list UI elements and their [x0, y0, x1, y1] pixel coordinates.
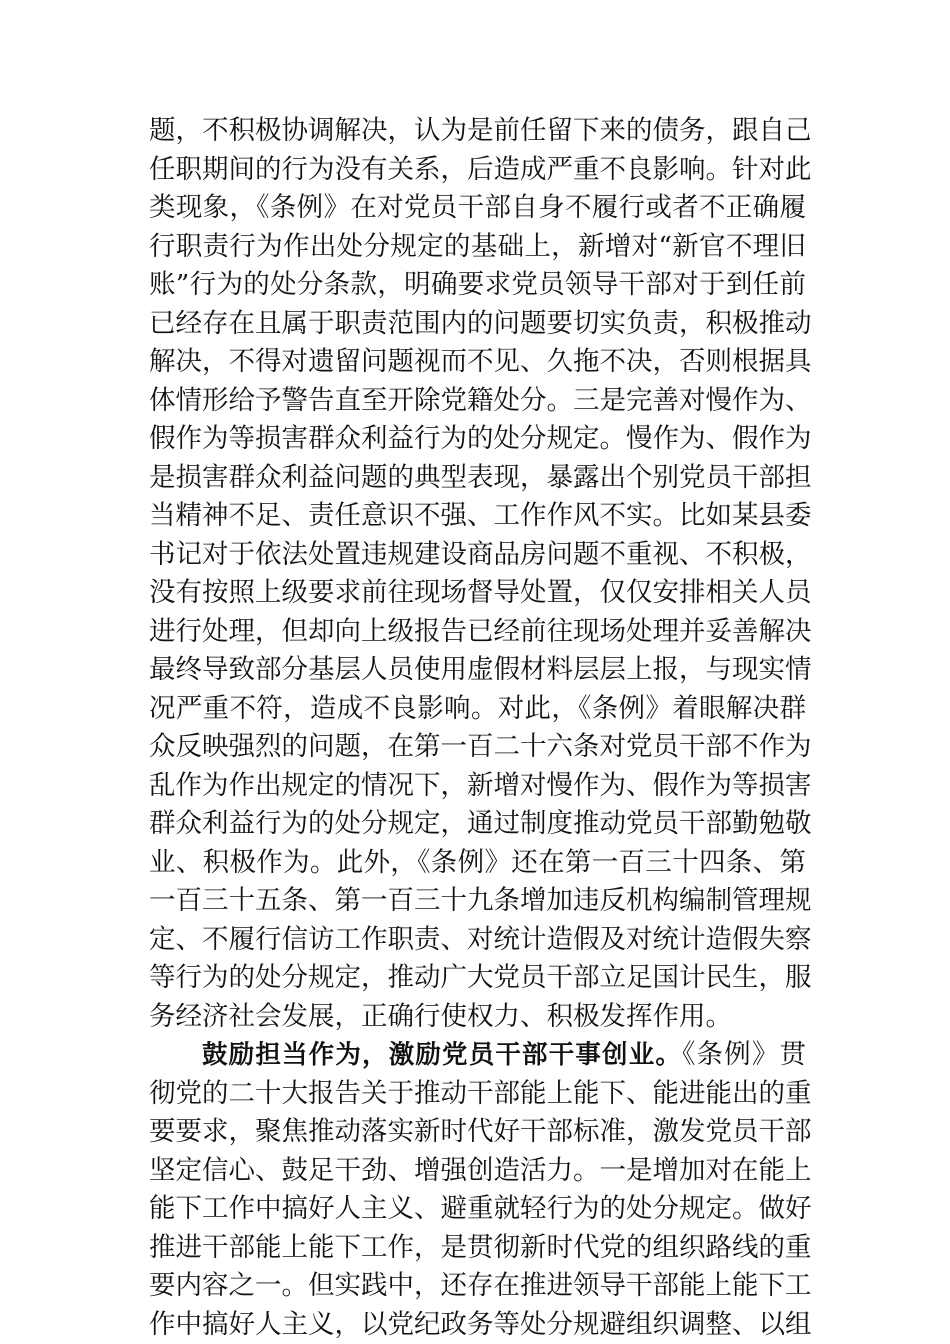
- text-line: 业、积极作为。此外，《条例》还在第一百三十四条、第: [149, 846, 806, 878]
- text-line: 等行为的处分规定，推动广大党员干部立足国计民生，服: [149, 962, 812, 993]
- text-line: 众反映强烈的问题，在第一百二十六条对党员干部不作为: [149, 731, 812, 762]
- text-line: 推进干部能上能下工作，是贯彻新时代党的组织路线的重: [149, 1231, 812, 1263]
- text-line: 是损害群众利益问题的典型表现，暴露出个别党员干部担: [149, 461, 812, 493]
- text-line: 类现象，《条例》在对党员干部自身不履行或者不正确履: [149, 192, 806, 223]
- text-line: 没有按照上级要求前往现场督导处置，仅仅安排相关人员: [149, 577, 812, 608]
- text-line: 解决，不得对遗留问题视而不见、久拖不决，否则根据具: [149, 346, 812, 377]
- text-line: 当精神不足、责任意识不强、工作作风不实。比如某县委: [149, 500, 812, 531]
- paragraph-2: [149, 1036, 812, 1344]
- text-line: 最终导致部分基层人员使用虚假材料层层上报，与现实情: [149, 654, 812, 685]
- text-line: 彻党的二十大报告关于推动干部能上能下、能进能出的重: [149, 1077, 812, 1109]
- text-line: 要内容之一。但实践中，还存在推进领导干部能上能下工: [149, 1270, 812, 1301]
- text-line: 假作为等损害群众利益行为的处分规定。慢作为、假作为: [149, 423, 812, 454]
- text-line: 群众利益行为的处分规定，通过制度推动党员干部勤勉敬: [149, 808, 812, 839]
- text-line: 一百三十五条、第一百三十九条增加违反机构编制管理规: [149, 885, 812, 916]
- text-line: 体情形给予警告直至开除党籍处分。三是完善对慢作为、: [149, 384, 812, 416]
- text-line: 书记对于依法处置违规建设商品房问题不重视、不积极，: [149, 538, 812, 570]
- text-line: 已经存在且属于职责范围内的问题要切实负责，积极推动: [149, 307, 812, 339]
- paragraph-heading: 鼓励担当作为，激励党员干部干事创业。: [202, 1040, 683, 1070]
- text-line: 题，不积极协调解决，认为是前任留下来的债务，跟自己: [149, 115, 812, 146]
- heading-continuation: 《条例》贯: [682, 1039, 806, 1070]
- text-line: 乱作为作出规定的情况下，新增对慢作为、假作为等损害: [149, 769, 812, 801]
- text-line: 作中搞好人主义，以党纪政务等处分规避组织调整、以组: [149, 1308, 812, 1340]
- paragraph-2-first-line: [149, 1036, 806, 1075]
- text-line: 账”行为的处分条款，明确要求党员领导干部对于到任前: [149, 269, 806, 300]
- text-line: 行职责行为作出处分规定的基础上，新增对“新官不理旧: [149, 230, 806, 262]
- text-line: 况严重不符，造成不良影响。对此，《条例》着眼解决群: [149, 692, 806, 724]
- text-line: 务经济社会发展，正确行使权力、积极发挥作用。: [149, 1000, 732, 1032]
- paragraph-1: [149, 112, 812, 1036]
- text-line: 任职期间的行为没有关系，后造成严重不良影响。针对此: [149, 153, 812, 185]
- text-line: 能下工作中搞好人主义、避重就轻行为的处分规定。做好: [149, 1193, 812, 1224]
- text-line: 要要求，聚焦推动落实新时代好干部标准，激发党员干部: [149, 1116, 812, 1147]
- document-body: [149, 112, 812, 1344]
- text-line: 定、不履行信访工作职责、对统计造假及对统计造假失察: [149, 923, 812, 955]
- text-line: 坚定信心、鼓足干劲、增强创造活力。一是增加对在能上: [149, 1154, 812, 1186]
- text-line: 进行处理，但却向上级报告已经前往现场处理并妥善解决: [149, 615, 812, 647]
